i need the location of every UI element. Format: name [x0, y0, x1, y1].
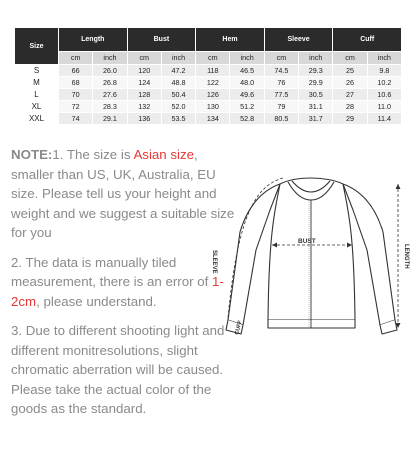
unit-header: inch	[161, 52, 195, 65]
measurement-cell: 27.6	[93, 89, 127, 101]
measurement-cell: 31.1	[299, 101, 333, 113]
note-1	[11, 145, 236, 243]
unit-header: cm	[59, 52, 93, 65]
measurement-cell: 118	[196, 65, 230, 77]
size-cell: S	[15, 65, 59, 77]
cuff-label: CUFF	[234, 319, 244, 336]
size-cell: L	[15, 89, 59, 101]
unit-header: inch	[299, 52, 333, 65]
measurement-cell: 29.3	[299, 65, 333, 77]
measurement-cell: 128	[127, 89, 161, 101]
measurement-cell: 136	[127, 113, 161, 125]
measurement-cell: 29.9	[299, 77, 333, 89]
measurement-cell: 122	[196, 77, 230, 89]
measurement-cell: 77.5	[264, 89, 298, 101]
table-row	[15, 101, 402, 113]
group-header-length: Length	[59, 28, 128, 52]
measurement-cell: 130	[196, 101, 230, 113]
measurement-cell: 72	[59, 101, 93, 113]
size-cell: M	[15, 77, 59, 89]
unit-header: inch	[230, 52, 264, 65]
measurement-cell: 27	[333, 89, 367, 101]
measurement-cell: 26.0	[93, 65, 127, 77]
table-row	[15, 77, 402, 89]
group-header-hem: Hem	[196, 28, 265, 52]
measurement-cell: 124	[127, 77, 161, 89]
measurement-cell: 31.7	[299, 113, 333, 125]
measurement-cell: 66	[59, 65, 93, 77]
asian-size-highlight: Asian size	[133, 147, 195, 162]
measurement-cell: 80.5	[264, 113, 298, 125]
note-1-text-end: , smaller than US, UK, Australia, EU size. Please tell us your height and weight and we suggest a suitable size for you	[11, 147, 235, 240]
unit-header: cm	[333, 52, 367, 65]
measurement-cell: 51.2	[230, 101, 264, 113]
measurement-cell: 120	[127, 65, 161, 77]
measurement-cell: 30.5	[299, 89, 333, 101]
size-chart-body	[15, 65, 402, 125]
length-label: LENGTH	[403, 244, 409, 269]
jacket-outline-icon	[208, 170, 416, 370]
measurement-cell: 29.1	[93, 113, 127, 125]
measurement-cell: 29	[333, 113, 367, 125]
measurement-cell: 48.8	[161, 77, 195, 89]
measurement-cell: 10.6	[367, 89, 401, 101]
table-row	[15, 113, 402, 125]
unit-header: cm	[127, 52, 161, 65]
group-header-cuff: Cuff	[333, 28, 402, 52]
measurement-cell: 26.8	[93, 77, 127, 89]
sleeve-label: SLEEVE	[211, 250, 217, 274]
measurement-cell: 70	[59, 89, 93, 101]
measurement-cell: 9.8	[367, 65, 401, 77]
bust-label: BUST	[298, 238, 316, 245]
measurement-cell: 68	[59, 77, 93, 89]
note-1-text: 1. The size is	[52, 147, 134, 162]
measurement-cell: 126	[196, 89, 230, 101]
size-chart-table	[14, 27, 402, 125]
measurement-cell: 46.5	[230, 65, 264, 77]
measurement-cell: 52.0	[161, 101, 195, 113]
note-3: 3. Due to different shooting light and different monitresolutions, slight chromatic aberration will be caused. Please take the actual color of the goods as the standard.	[11, 323, 225, 416]
measurement-cell: 26	[333, 77, 367, 89]
measurement-cell: 74.5	[264, 65, 298, 77]
measurement-cell: 28.3	[93, 101, 127, 113]
unit-header: inch	[367, 52, 401, 65]
size-header: Size	[15, 28, 59, 65]
measurement-cell: 53.5	[161, 113, 195, 125]
note-2-text: 2. The data is manually tiled measurement, there is an error of	[11, 254, 213, 289]
size-cell: XXL	[15, 113, 59, 125]
table-row	[15, 65, 402, 77]
measurement-cell: 25	[333, 65, 367, 77]
measurement-cell: 11.4	[367, 113, 401, 125]
measurement-cell: 11.0	[367, 101, 401, 113]
measurement-cell: 47.2	[161, 65, 195, 77]
unit-header: cm	[264, 52, 298, 65]
measurement-cell: 79	[264, 101, 298, 113]
jacket-diagram	[208, 170, 416, 370]
unit-header: inch	[93, 52, 127, 65]
note-2-text-end: , please understand.	[36, 293, 157, 309]
measurement-cell: 52.8	[230, 113, 264, 125]
measurement-cell: 50.4	[161, 89, 195, 101]
group-header-bust: Bust	[127, 28, 196, 52]
measurement-cell: 48.0	[230, 77, 264, 89]
size-cell: XL	[15, 101, 59, 113]
measurement-cell: 76	[264, 77, 298, 89]
error-range-highlight: 1-2cm	[11, 274, 224, 309]
measurement-cell: 74	[59, 113, 93, 125]
table-row	[15, 89, 402, 101]
notes-section	[11, 145, 236, 429]
note-label: NOTE:	[11, 147, 53, 162]
measurement-cell: 10.2	[367, 77, 401, 89]
measurement-cell: 49.6	[230, 89, 264, 101]
unit-header: cm	[196, 52, 230, 65]
group-header-sleeve: Sleeve	[264, 28, 333, 52]
measurement-cell: 134	[196, 113, 230, 125]
measurement-cell: 28	[333, 101, 367, 113]
measurement-cell: 132	[127, 101, 161, 113]
note-2	[11, 253, 236, 312]
